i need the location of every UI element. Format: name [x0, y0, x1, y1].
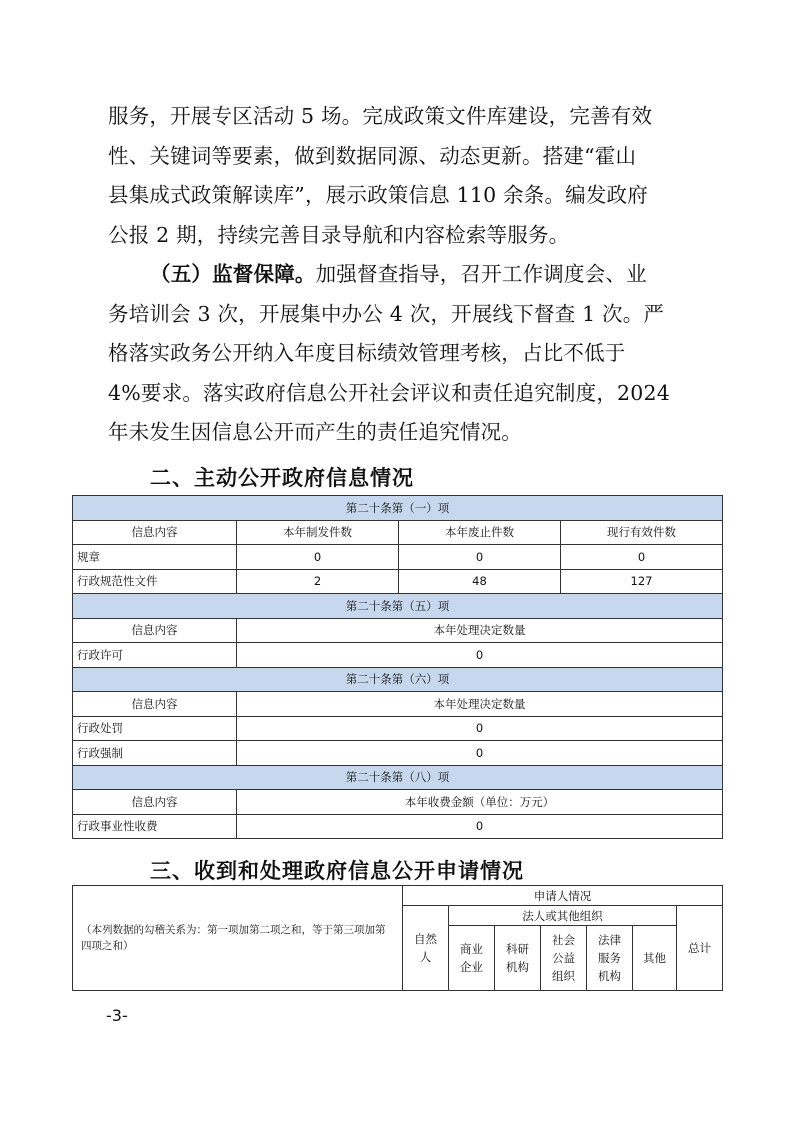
natural-person-label: 自然人	[414, 932, 437, 964]
note-text: （本列数据的勾稽关系为：第一项加第二项之和，等于第三项加第四项之和）	[81, 924, 386, 952]
band-article-20-8: 第二十条第（八）项	[73, 765, 723, 790]
column-header-public-welfare	[541, 926, 587, 991]
text-line	[108, 255, 698, 295]
table-cell: 0	[237, 741, 723, 766]
text-fragment: 加强督查指导，召开工作调度会、业	[315, 262, 647, 286]
band-article-20-5: 第二十条第（五）项	[73, 594, 723, 619]
text-line: 4%要求。落实政府信息公开社会评议和责任追究制度，2024	[108, 380, 670, 405]
row-label: 行政强制	[73, 741, 237, 766]
table-cell: 2	[237, 569, 399, 594]
table-row	[73, 643, 723, 668]
requests-note	[73, 886, 403, 991]
table-header-row	[73, 790, 723, 815]
table-header-row	[73, 520, 723, 545]
text-line: 性、关键词等要素，做到数据同源、动态更新。搭建“霍山	[108, 143, 637, 168]
band-article-20-6: 第二十条第（六）项	[73, 667, 723, 692]
column-header: 信息内容	[73, 618, 237, 643]
row-label: 行政规范性文件	[73, 569, 237, 594]
proactive-disclosure-table	[72, 495, 723, 839]
band-article-20-1: 第二十条第（一）项	[73, 496, 723, 521]
section-heading-proactive-disclosure: 二、主动公开政府信息情况	[150, 466, 414, 490]
text-line: 服务，开展专区活动 5 场。完成政策文件库建设，完善有效	[108, 104, 653, 128]
applicant-header: 申请人情况	[403, 886, 723, 906]
column-header: 本年废止件数	[399, 520, 561, 545]
column-header-research	[495, 926, 541, 991]
table-band-row	[73, 667, 723, 692]
table-header-row	[73, 692, 723, 717]
table-row	[73, 741, 723, 766]
column-header: 现行有效件数	[561, 520, 723, 545]
table-row	[73, 716, 723, 741]
column-header: 本年收费金额（单位：万元）	[237, 790, 723, 815]
requests-table	[72, 885, 723, 991]
table-header-row	[73, 618, 723, 643]
natural-person-header	[403, 906, 449, 991]
table-cell: 0	[237, 716, 723, 741]
row-label: 规章	[73, 545, 237, 570]
column-header-other: 其他	[633, 926, 677, 991]
table-cell: 0	[237, 814, 723, 839]
table-cell: 127	[561, 569, 723, 594]
column-header: 信息内容	[73, 692, 237, 717]
legal-entity-header: 法人或其他组织	[449, 906, 677, 926]
table-cell: 0	[237, 545, 399, 570]
table-band-row	[73, 765, 723, 790]
column-header-label: 法律服务机构	[598, 933, 621, 983]
table-row	[73, 814, 723, 839]
text-line: 县集成式政策解读库”，展示政策信息 110 余条。编发政府	[108, 183, 648, 208]
column-header-label: 社会公益组织	[552, 933, 575, 983]
paragraph-publishing	[108, 97, 698, 255]
text-line: 务培训会 3 次，开展集中办公 4 次，开展线下督查 1 次。严	[108, 301, 665, 326]
table-cell: 48	[399, 569, 561, 594]
table-row	[73, 569, 723, 594]
table-cell: 0	[399, 545, 561, 570]
table-cell: 0	[561, 545, 723, 570]
total-header: 总计	[677, 906, 723, 991]
column-header-legal-service	[587, 926, 633, 991]
column-header: 本年处理决定数量	[237, 692, 723, 717]
table-cell: 0	[237, 643, 723, 668]
table-band-row	[73, 594, 723, 619]
section-heading-requests: 三、收到和处理政府信息公开申请情况	[150, 859, 524, 883]
page-number: -3-	[106, 1006, 128, 1025]
row-label: 行政处罚	[73, 716, 237, 741]
row-label: 行政事业性收费	[73, 814, 237, 839]
column-header: 信息内容	[73, 520, 237, 545]
column-header: 本年制发件数	[237, 520, 399, 545]
text-line: 格落实政务公开纳入年度目标绩效管理考核，占比不低于	[108, 341, 626, 366]
table-band-row	[73, 496, 723, 521]
column-header: 信息内容	[73, 790, 237, 815]
paragraph-supervision	[108, 255, 698, 453]
column-header-label: 科研机构	[506, 942, 529, 974]
text-line: 年未发生因信息公开而产生的责任追究情况。	[108, 420, 522, 445]
row-label: 行政许可	[73, 643, 237, 668]
column-header-commercial	[449, 926, 495, 991]
column-header-label: 商业企业	[460, 942, 483, 974]
table-header-row	[73, 886, 723, 906]
subsection-heading: （五）监督保障。	[150, 262, 316, 286]
table-row	[73, 545, 723, 570]
column-header: 本年处理决定数量	[237, 618, 723, 643]
text-line: 公报 2 期，持续完善目录导航和内容检索等服务。	[108, 222, 570, 247]
